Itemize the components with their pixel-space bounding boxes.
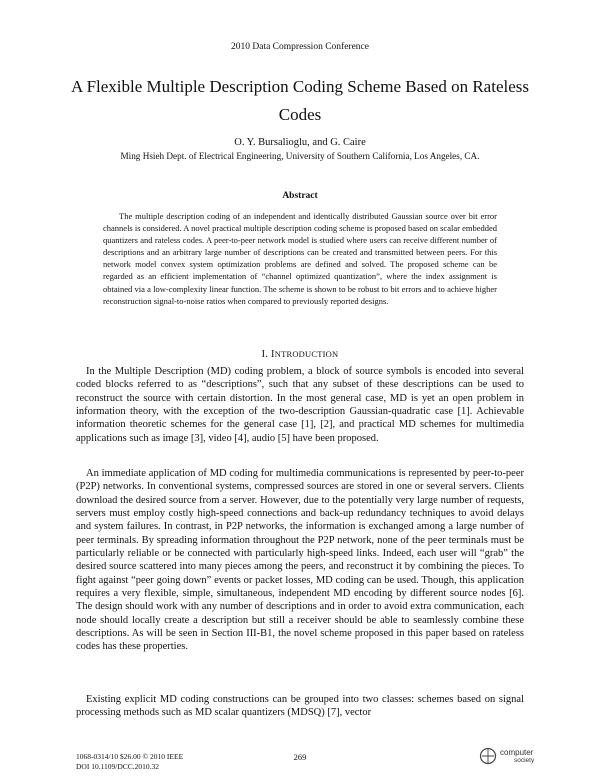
- body-paragraph: Existing explicit MD coding constructions can be grouped into two classes: schemes based on signal processing methods such as MD scalar quantizers (MDSQ) [7], vector: [76, 694, 524, 719]
- body-paragraph: In the Multiple Description (MD) coding problem, a block of source symbols is encoded into several coded blocks referred to as “descriptions”, such that any subset of these descriptions can be used to reconstruct the source with certain distortion. In the most general case, MD is yet an open problem in information theory, with the exception of the two-description Gaussian-quadratic case [1]. Achievable information theoretic schemes for the general case [1], [2], and practical MD schemes for multimedia applications such as image [3], video [4], audio [5] have been proposed.: [76, 366, 524, 444]
- author-affiliation: Ming Hsieh Dept. of Electrical Engineering, University of Southern California, Los Angeles, CA.: [120, 151, 480, 161]
- logo-text-computer: computer: [500, 748, 534, 757]
- footer-doi: DOI 10.1109/DCC.2010.32: [76, 761, 160, 771]
- footer-issn: 1068-0314/10 $26.00 © 2010 IEEE: [76, 752, 184, 761]
- conference-header: 2010 Data Compression Conference: [231, 42, 369, 52]
- paper-title: A Flexible Multiple Description Coding Scheme Based on Rateless Codes: [71, 77, 529, 124]
- section-title-rest: NTRODUCTION: [274, 349, 339, 359]
- body-paragraph: An immediate application of MD coding for multimedia communications is represented by peer-to-peer (P2P) networks. In conventional systems, compressed sources are stored in one or several servers. Clients download the desired source from a server. However, due to the potentially very large number of requests, servers must employ costly high-speed connections and back-up redundancy techniques to avoid delays and system failures. In contrast, in P2P networks, the information is exchanged among a large number of peer terminals. By spreading information throughout the P2P network, none of the peer terminals must be particularly reliable or be connected with particularly high-speed links. Indeed, each user will “grab” the desired source scattered into many pieces among the peers, and reconstruct it by combining the pieces. To fight against “peer going down” events or packet losses, MD coding can be used. Though, this application requires a very flexible, simple, simultaneous, independent MD encoding by different source nodes [6]. The design should work with any number of descriptions and in order to avoid extra communication, each node should locally create a description but still a receiver should be able to seamlessly combine these descriptions. As will be seen in Section III-B1, the novel scheme proposed in this paper based on rateless codes has these properties.: [76, 468, 524, 653]
- paper-authors: O. Y. Bursalioglu, and G. Caire: [234, 137, 366, 148]
- abstract-heading: Abstract: [282, 191, 318, 201]
- section-title-initial: I: [271, 349, 275, 360]
- section-number: I.: [261, 349, 269, 360]
- page-number: 269: [293, 752, 307, 762]
- section-heading: [0, 349, 600, 360]
- abstract-text: The multiple description coding of an independent and identically distributed Gaussian source over bit error channels is considered. A novel practical multiple description coding scheme is proposed based on scalar embedded quantizers and rateless codes. A peer-to-peer network model is studied where users can receive different number of descriptions and an arbitrary large number of descriptions can be created and transmitted between peers. For this network model convex system optimization problems are defined and solved. The proposed scheme can be regarded as an efficient implementation of “channel optimized quantization”, where the index assignment is obtained via a low-complexity linear function. The scheme is shown to be robust to bit errors and to achieve higher reconstruction signal-to-noise ratios when compared to previously reported designs.: [103, 211, 497, 306]
- logo-text-society: society: [514, 757, 535, 764]
- computer-society-logo: [478, 744, 548, 770]
- computer-society-icon: [478, 746, 498, 766]
